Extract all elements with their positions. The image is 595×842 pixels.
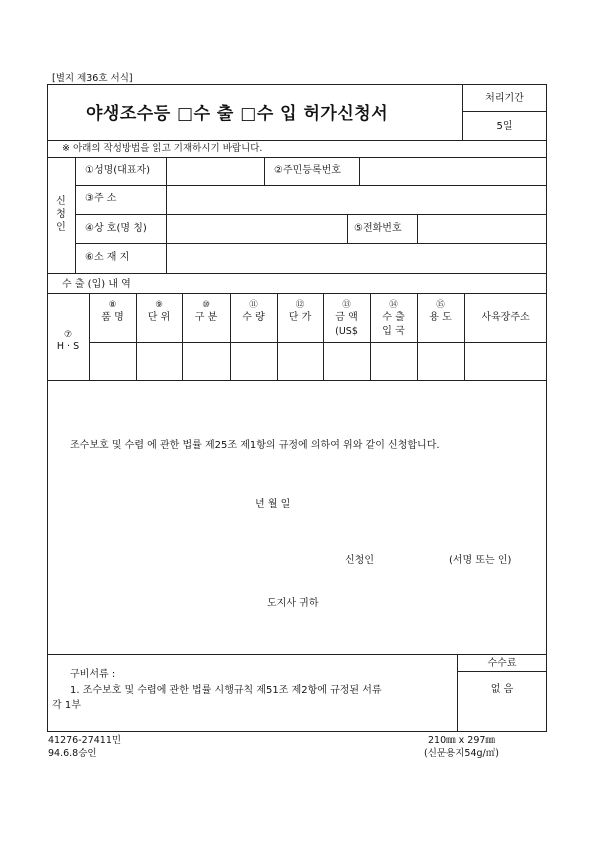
location-field[interactable] <box>167 244 546 272</box>
resident-number-label: ②주민등록번호 <box>274 165 341 176</box>
breeding-address-field[interactable] <box>465 343 546 380</box>
address-field[interactable] <box>167 186 546 213</box>
col-purpose: ⑮ 용 도 <box>429 300 452 323</box>
attachment-item-count: 각 1부 <box>52 700 81 711</box>
attachment-item: 1. 조수보호 및 수렵에 관한 법률 시행규칙 제51조 제2항에 규정된 서류 <box>70 685 382 696</box>
col-quantity: ⑪ 수 량 <box>242 300 265 323</box>
resident-number-field[interactable] <box>360 158 546 185</box>
col-export-import-country: ⑭ 수 출 입 국 <box>382 300 405 337</box>
unit-field[interactable] <box>137 343 182 380</box>
phone-field[interactable] <box>418 215 546 243</box>
hs-label: H · S <box>56 341 80 352</box>
instruction-note: ※ 아래의 작성방법을 읽고 기재하시기 바랍니다. <box>62 143 263 154</box>
category-field[interactable] <box>183 343 230 380</box>
purpose-field[interactable] <box>418 343 464 380</box>
processing-period-value: 5일 <box>496 121 513 132</box>
trade-name-field[interactable] <box>167 215 347 243</box>
amount-field[interactable] <box>324 343 370 380</box>
processing-period-label: 처리기간 <box>485 93 524 104</box>
footer-code: 41276-27411민 <box>48 735 122 746</box>
col-category: ⑩ 구 분 <box>194 300 218 323</box>
footer-paper-size: 210㎜ x 297㎜ <box>428 735 495 746</box>
details-section-title: 수 출 (입) 내 역 <box>62 279 131 290</box>
applicant-group-label: 신 청 인 <box>56 196 66 233</box>
name-label: ①성명(대표자) <box>85 165 151 176</box>
col-unit: ⑨ 단 위 <box>147 300 171 323</box>
attachments-heading: 구비서류 : <box>70 669 116 680</box>
col-amount: ⑬ 금 액 (US$ <box>335 300 358 337</box>
addressee: 도지사 귀하 <box>267 598 319 609</box>
date-line: 년 월 일 <box>255 499 291 510</box>
fee-value: 없 음 <box>490 684 514 695</box>
hs-number: ⑦ <box>63 330 73 340</box>
col-breeding-address: 사육장주소 <box>481 312 530 323</box>
footer-approval: 94.6.8승인 <box>48 748 97 759</box>
address-label: ③주 소 <box>85 193 117 204</box>
phone-label: ⑤전화번호 <box>354 223 402 234</box>
col-item-name: ⑧ 품 명 <box>101 300 124 323</box>
fee-label: 수수료 <box>487 658 517 669</box>
location-label: ⑥소 재 지 <box>85 252 130 263</box>
form-id: [별지 제36호 서식] <box>52 73 133 84</box>
unit-price-field[interactable] <box>278 343 323 380</box>
quantity-field[interactable] <box>231 343 277 380</box>
applicant-sign-label: 신청인 <box>345 555 374 566</box>
footer-paper-type: (신문용지54g/㎡) <box>424 748 499 759</box>
item-name-field[interactable] <box>90 343 136 380</box>
form-title: 야생조수등 □수 출 □수 입 허가신청서 <box>86 104 389 124</box>
signature-hint: (서명 또는 인) <box>449 555 512 566</box>
col-unit-price: ⑫ 단 가 <box>288 300 312 323</box>
name-field[interactable] <box>167 158 264 185</box>
hs-field[interactable] <box>48 294 89 379</box>
application-statement: 조수보호 및 수렵 에 관한 법률 제25조 제1항의 규정에 의하여 위와 같이 신청합니다. <box>70 440 440 451</box>
country-field[interactable] <box>371 343 417 380</box>
trade-name-label: ④상 호(명 칭) <box>85 223 147 234</box>
